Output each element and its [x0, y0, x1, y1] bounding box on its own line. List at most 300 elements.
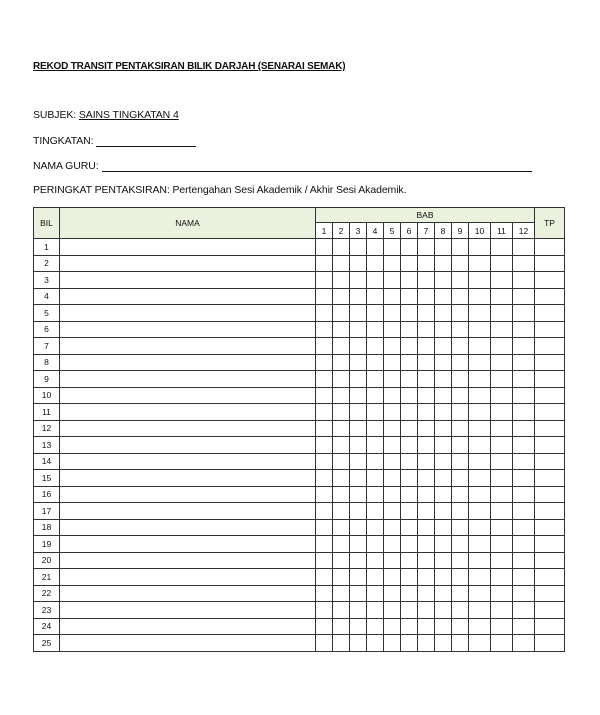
bab-7-cell[interactable]: [418, 552, 435, 569]
tp-cell[interactable]: [535, 288, 565, 305]
bab-7-cell[interactable]: [418, 635, 435, 652]
bab-12-cell[interactable]: [513, 255, 535, 272]
bab-11-cell[interactable]: [491, 239, 513, 256]
nama-cell[interactable]: [60, 338, 316, 355]
bab-3-cell[interactable]: [350, 321, 367, 338]
bab-11-cell[interactable]: [491, 635, 513, 652]
bab-7-cell[interactable]: [418, 288, 435, 305]
bab-9-cell[interactable]: [452, 453, 469, 470]
bab-8-cell[interactable]: [435, 635, 452, 652]
bab-11-cell[interactable]: [491, 503, 513, 520]
bab-5-cell[interactable]: [384, 354, 401, 371]
bab-7-cell[interactable]: [418, 420, 435, 437]
nama-cell[interactable]: [60, 371, 316, 388]
bab-1-cell[interactable]: [316, 288, 333, 305]
bab-8-cell[interactable]: [435, 503, 452, 520]
bab-9-cell[interactable]: [452, 470, 469, 487]
bab-2-cell[interactable]: [333, 354, 350, 371]
bab-5-cell[interactable]: [384, 602, 401, 619]
bab-2-cell[interactable]: [333, 420, 350, 437]
bab-3-cell[interactable]: [350, 272, 367, 289]
bab-3-cell[interactable]: [350, 569, 367, 586]
bab-5-cell[interactable]: [384, 635, 401, 652]
bab-5-cell[interactable]: [384, 305, 401, 322]
bab-9-cell[interactable]: [452, 437, 469, 454]
bab-9-cell[interactable]: [452, 585, 469, 602]
tp-cell[interactable]: [535, 420, 565, 437]
bab-9-cell[interactable]: [452, 536, 469, 553]
bab-3-cell[interactable]: [350, 420, 367, 437]
bab-6-cell[interactable]: [401, 503, 418, 520]
bab-4-cell[interactable]: [367, 338, 384, 355]
bab-7-cell[interactable]: [418, 437, 435, 454]
bab-10-cell[interactable]: [469, 371, 491, 388]
bab-1-cell[interactable]: [316, 305, 333, 322]
bab-10-cell[interactable]: [469, 255, 491, 272]
bab-10-cell[interactable]: [469, 420, 491, 437]
bab-3-cell[interactable]: [350, 255, 367, 272]
nama-cell[interactable]: [60, 305, 316, 322]
tp-cell[interactable]: [535, 354, 565, 371]
bab-7-cell[interactable]: [418, 255, 435, 272]
bab-1-cell[interactable]: [316, 338, 333, 355]
tp-cell[interactable]: [535, 486, 565, 503]
bab-1-cell[interactable]: [316, 585, 333, 602]
bab-10-cell[interactable]: [469, 437, 491, 454]
bab-2-cell[interactable]: [333, 255, 350, 272]
bab-10-cell[interactable]: [469, 239, 491, 256]
bab-6-cell[interactable]: [401, 470, 418, 487]
bab-8-cell[interactable]: [435, 371, 452, 388]
nama-cell[interactable]: [60, 503, 316, 520]
nama-cell[interactable]: [60, 453, 316, 470]
bab-8-cell[interactable]: [435, 437, 452, 454]
bab-3-cell[interactable]: [350, 635, 367, 652]
tp-cell[interactable]: [535, 255, 565, 272]
nama-cell[interactable]: [60, 618, 316, 635]
bab-2-cell[interactable]: [333, 305, 350, 322]
bab-2-cell[interactable]: [333, 519, 350, 536]
tp-cell[interactable]: [535, 453, 565, 470]
bab-1-cell[interactable]: [316, 371, 333, 388]
tp-cell[interactable]: [535, 404, 565, 421]
nama-cell[interactable]: [60, 288, 316, 305]
bab-5-cell[interactable]: [384, 585, 401, 602]
bab-12-cell[interactable]: [513, 602, 535, 619]
bab-6-cell[interactable]: [401, 321, 418, 338]
bab-3-cell[interactable]: [350, 239, 367, 256]
bab-6-cell[interactable]: [401, 354, 418, 371]
bab-5-cell[interactable]: [384, 288, 401, 305]
nama-cell[interactable]: [60, 569, 316, 586]
bab-2-cell[interactable]: [333, 602, 350, 619]
bab-5-cell[interactable]: [384, 404, 401, 421]
bab-12-cell[interactable]: [513, 519, 535, 536]
bab-4-cell[interactable]: [367, 519, 384, 536]
bab-12-cell[interactable]: [513, 387, 535, 404]
bab-9-cell[interactable]: [452, 338, 469, 355]
bab-10-cell[interactable]: [469, 305, 491, 322]
bab-6-cell[interactable]: [401, 585, 418, 602]
bab-9-cell[interactable]: [452, 239, 469, 256]
bab-1-cell[interactable]: [316, 486, 333, 503]
bab-5-cell[interactable]: [384, 486, 401, 503]
bab-8-cell[interactable]: [435, 470, 452, 487]
bab-2-cell[interactable]: [333, 272, 350, 289]
bab-4-cell[interactable]: [367, 470, 384, 487]
bab-8-cell[interactable]: [435, 387, 452, 404]
tp-cell[interactable]: [535, 387, 565, 404]
tp-cell[interactable]: [535, 618, 565, 635]
bab-9-cell[interactable]: [452, 635, 469, 652]
bab-4-cell[interactable]: [367, 255, 384, 272]
nama-cell[interactable]: [60, 239, 316, 256]
bab-10-cell[interactable]: [469, 272, 491, 289]
bab-12-cell[interactable]: [513, 321, 535, 338]
bab-11-cell[interactable]: [491, 552, 513, 569]
bab-12-cell[interactable]: [513, 371, 535, 388]
bab-9-cell[interactable]: [452, 288, 469, 305]
bab-7-cell[interactable]: [418, 387, 435, 404]
tp-cell[interactable]: [535, 503, 565, 520]
bab-8-cell[interactable]: [435, 602, 452, 619]
bab-10-cell[interactable]: [469, 354, 491, 371]
bab-6-cell[interactable]: [401, 305, 418, 322]
tp-cell[interactable]: [535, 536, 565, 553]
bab-8-cell[interactable]: [435, 305, 452, 322]
nama-cell[interactable]: [60, 255, 316, 272]
bab-6-cell[interactable]: [401, 404, 418, 421]
bab-4-cell[interactable]: [367, 536, 384, 553]
bab-2-cell[interactable]: [333, 618, 350, 635]
bab-12-cell[interactable]: [513, 503, 535, 520]
bab-8-cell[interactable]: [435, 536, 452, 553]
nama-cell[interactable]: [60, 552, 316, 569]
bab-11-cell[interactable]: [491, 371, 513, 388]
tp-cell[interactable]: [535, 470, 565, 487]
bab-4-cell[interactable]: [367, 305, 384, 322]
bab-5-cell[interactable]: [384, 536, 401, 553]
bab-1-cell[interactable]: [316, 602, 333, 619]
bab-2-cell[interactable]: [333, 552, 350, 569]
bab-1-cell[interactable]: [316, 453, 333, 470]
bab-12-cell[interactable]: [513, 272, 535, 289]
bab-10-cell[interactable]: [469, 288, 491, 305]
bab-12-cell[interactable]: [513, 354, 535, 371]
bab-6-cell[interactable]: [401, 618, 418, 635]
bab-7-cell[interactable]: [418, 602, 435, 619]
bab-1-cell[interactable]: [316, 387, 333, 404]
bab-12-cell[interactable]: [513, 239, 535, 256]
bab-8-cell[interactable]: [435, 404, 452, 421]
bab-3-cell[interactable]: [350, 288, 367, 305]
bab-1-cell[interactable]: [316, 239, 333, 256]
bab-1-cell[interactable]: [316, 321, 333, 338]
tp-cell[interactable]: [535, 519, 565, 536]
bab-2-cell[interactable]: [333, 404, 350, 421]
bab-9-cell[interactable]: [452, 387, 469, 404]
bab-4-cell[interactable]: [367, 288, 384, 305]
tp-cell[interactable]: [535, 569, 565, 586]
bab-2-cell[interactable]: [333, 503, 350, 520]
bab-3-cell[interactable]: [350, 354, 367, 371]
bab-1-cell[interactable]: [316, 519, 333, 536]
bab-8-cell[interactable]: [435, 552, 452, 569]
bab-10-cell[interactable]: [469, 338, 491, 355]
bab-3-cell[interactable]: [350, 486, 367, 503]
bab-2-cell[interactable]: [333, 453, 350, 470]
bab-4-cell[interactable]: [367, 404, 384, 421]
bab-8-cell[interactable]: [435, 569, 452, 586]
bab-12-cell[interactable]: [513, 338, 535, 355]
bab-10-cell[interactable]: [469, 552, 491, 569]
bab-2-cell[interactable]: [333, 437, 350, 454]
bab-2-cell[interactable]: [333, 338, 350, 355]
bab-6-cell[interactable]: [401, 486, 418, 503]
bab-3-cell[interactable]: [350, 552, 367, 569]
bab-10-cell[interactable]: [469, 635, 491, 652]
bab-9-cell[interactable]: [452, 404, 469, 421]
bab-12-cell[interactable]: [513, 470, 535, 487]
tp-cell[interactable]: [535, 239, 565, 256]
bab-9-cell[interactable]: [452, 602, 469, 619]
tp-cell[interactable]: [535, 552, 565, 569]
bab-8-cell[interactable]: [435, 618, 452, 635]
tp-cell[interactable]: [535, 602, 565, 619]
bab-11-cell[interactable]: [491, 354, 513, 371]
bab-4-cell[interactable]: [367, 552, 384, 569]
bab-3-cell[interactable]: [350, 503, 367, 520]
nama-cell[interactable]: [60, 486, 316, 503]
bab-1-cell[interactable]: [316, 536, 333, 553]
bab-1-cell[interactable]: [316, 404, 333, 421]
bab-6-cell[interactable]: [401, 635, 418, 652]
bab-11-cell[interactable]: [491, 602, 513, 619]
bab-9-cell[interactable]: [452, 552, 469, 569]
bab-4-cell[interactable]: [367, 387, 384, 404]
tp-cell[interactable]: [535, 635, 565, 652]
bab-3-cell[interactable]: [350, 437, 367, 454]
nama-cell[interactable]: [60, 437, 316, 454]
bab-9-cell[interactable]: [452, 305, 469, 322]
bab-9-cell[interactable]: [452, 519, 469, 536]
bab-9-cell[interactable]: [452, 354, 469, 371]
bab-7-cell[interactable]: [418, 585, 435, 602]
bab-6-cell[interactable]: [401, 569, 418, 586]
bab-2-cell[interactable]: [333, 585, 350, 602]
bab-9-cell[interactable]: [452, 255, 469, 272]
bab-11-cell[interactable]: [491, 338, 513, 355]
bab-4-cell[interactable]: [367, 371, 384, 388]
bab-11-cell[interactable]: [491, 470, 513, 487]
bab-6-cell[interactable]: [401, 420, 418, 437]
bab-11-cell[interactable]: [491, 486, 513, 503]
bab-8-cell[interactable]: [435, 288, 452, 305]
bab-6-cell[interactable]: [401, 338, 418, 355]
bab-1-cell[interactable]: [316, 272, 333, 289]
bab-3-cell[interactable]: [350, 453, 367, 470]
bab-11-cell[interactable]: [491, 569, 513, 586]
bab-4-cell[interactable]: [367, 437, 384, 454]
bab-10-cell[interactable]: [469, 321, 491, 338]
bab-5-cell[interactable]: [384, 272, 401, 289]
bab-6-cell[interactable]: [401, 255, 418, 272]
bab-12-cell[interactable]: [513, 569, 535, 586]
bab-2-cell[interactable]: [333, 536, 350, 553]
bab-7-cell[interactable]: [418, 519, 435, 536]
bab-5-cell[interactable]: [384, 453, 401, 470]
nama-cell[interactable]: [60, 321, 316, 338]
bab-4-cell[interactable]: [367, 420, 384, 437]
bab-6-cell[interactable]: [401, 602, 418, 619]
bab-11-cell[interactable]: [491, 618, 513, 635]
nama-cell[interactable]: [60, 536, 316, 553]
bab-3-cell[interactable]: [350, 585, 367, 602]
bab-5-cell[interactable]: [384, 618, 401, 635]
bab-11-cell[interactable]: [491, 404, 513, 421]
bab-12-cell[interactable]: [513, 404, 535, 421]
nama-guru-blank-line[interactable]: [102, 160, 532, 172]
bab-1-cell[interactable]: [316, 569, 333, 586]
bab-7-cell[interactable]: [418, 453, 435, 470]
bab-6-cell[interactable]: [401, 239, 418, 256]
bab-9-cell[interactable]: [452, 272, 469, 289]
bab-3-cell[interactable]: [350, 602, 367, 619]
bab-10-cell[interactable]: [469, 387, 491, 404]
bab-10-cell[interactable]: [469, 536, 491, 553]
bab-7-cell[interactable]: [418, 305, 435, 322]
bab-2-cell[interactable]: [333, 569, 350, 586]
nama-cell[interactable]: [60, 354, 316, 371]
bab-3-cell[interactable]: [350, 338, 367, 355]
bab-6-cell[interactable]: [401, 536, 418, 553]
tp-cell[interactable]: [535, 371, 565, 388]
bab-9-cell[interactable]: [452, 420, 469, 437]
bab-8-cell[interactable]: [435, 420, 452, 437]
bab-9-cell[interactable]: [452, 569, 469, 586]
tp-cell[interactable]: [535, 338, 565, 355]
bab-8-cell[interactable]: [435, 585, 452, 602]
bab-10-cell[interactable]: [469, 453, 491, 470]
bab-3-cell[interactable]: [350, 305, 367, 322]
bab-8-cell[interactable]: [435, 354, 452, 371]
bab-9-cell[interactable]: [452, 321, 469, 338]
bab-7-cell[interactable]: [418, 239, 435, 256]
tp-cell[interactable]: [535, 321, 565, 338]
bab-7-cell[interactable]: [418, 536, 435, 553]
bab-6-cell[interactable]: [401, 272, 418, 289]
bab-2-cell[interactable]: [333, 470, 350, 487]
tp-cell[interactable]: [535, 585, 565, 602]
bab-10-cell[interactable]: [469, 404, 491, 421]
bab-7-cell[interactable]: [418, 486, 435, 503]
bab-4-cell[interactable]: [367, 585, 384, 602]
bab-12-cell[interactable]: [513, 635, 535, 652]
bab-7-cell[interactable]: [418, 618, 435, 635]
bab-8-cell[interactable]: [435, 255, 452, 272]
nama-cell[interactable]: [60, 519, 316, 536]
bab-6-cell[interactable]: [401, 371, 418, 388]
bab-11-cell[interactable]: [491, 305, 513, 322]
bab-2-cell[interactable]: [333, 288, 350, 305]
bab-3-cell[interactable]: [350, 470, 367, 487]
bab-2-cell[interactable]: [333, 635, 350, 652]
bab-5-cell[interactable]: [384, 503, 401, 520]
bab-4-cell[interactable]: [367, 272, 384, 289]
bab-6-cell[interactable]: [401, 552, 418, 569]
bab-3-cell[interactable]: [350, 404, 367, 421]
bab-12-cell[interactable]: [513, 486, 535, 503]
bab-7-cell[interactable]: [418, 371, 435, 388]
nama-cell[interactable]: [60, 470, 316, 487]
bab-7-cell[interactable]: [418, 503, 435, 520]
bab-3-cell[interactable]: [350, 618, 367, 635]
bab-3-cell[interactable]: [350, 536, 367, 553]
bab-3-cell[interactable]: [350, 371, 367, 388]
tingkatan-blank-line[interactable]: [96, 135, 196, 147]
bab-10-cell[interactable]: [469, 519, 491, 536]
bab-2-cell[interactable]: [333, 239, 350, 256]
bab-11-cell[interactable]: [491, 272, 513, 289]
bab-10-cell[interactable]: [469, 569, 491, 586]
bab-7-cell[interactable]: [418, 272, 435, 289]
bab-9-cell[interactable]: [452, 503, 469, 520]
bab-4-cell[interactable]: [367, 453, 384, 470]
bab-1-cell[interactable]: [316, 437, 333, 454]
bab-8-cell[interactable]: [435, 272, 452, 289]
bab-5-cell[interactable]: [384, 552, 401, 569]
bab-6-cell[interactable]: [401, 453, 418, 470]
bab-5-cell[interactable]: [384, 420, 401, 437]
bab-3-cell[interactable]: [350, 387, 367, 404]
bab-4-cell[interactable]: [367, 486, 384, 503]
nama-cell[interactable]: [60, 272, 316, 289]
bab-10-cell[interactable]: [469, 503, 491, 520]
bab-4-cell[interactable]: [367, 602, 384, 619]
bab-12-cell[interactable]: [513, 585, 535, 602]
bab-10-cell[interactable]: [469, 618, 491, 635]
bab-5-cell[interactable]: [384, 371, 401, 388]
nama-cell[interactable]: [60, 635, 316, 652]
bab-11-cell[interactable]: [491, 420, 513, 437]
bab-4-cell[interactable]: [367, 503, 384, 520]
bab-10-cell[interactable]: [469, 486, 491, 503]
bab-7-cell[interactable]: [418, 404, 435, 421]
bab-10-cell[interactable]: [469, 470, 491, 487]
bab-12-cell[interactable]: [513, 536, 535, 553]
nama-cell[interactable]: [60, 404, 316, 421]
bab-1-cell[interactable]: [316, 420, 333, 437]
bab-11-cell[interactable]: [491, 255, 513, 272]
bab-5-cell[interactable]: [384, 470, 401, 487]
bab-7-cell[interactable]: [418, 338, 435, 355]
bab-7-cell[interactable]: [418, 321, 435, 338]
bab-7-cell[interactable]: [418, 569, 435, 586]
bab-4-cell[interactable]: [367, 321, 384, 338]
bab-1-cell[interactable]: [316, 503, 333, 520]
bab-5-cell[interactable]: [384, 321, 401, 338]
bab-4-cell[interactable]: [367, 635, 384, 652]
bab-10-cell[interactable]: [469, 585, 491, 602]
bab-5-cell[interactable]: [384, 519, 401, 536]
bab-11-cell[interactable]: [491, 321, 513, 338]
bab-11-cell[interactable]: [491, 519, 513, 536]
bab-8-cell[interactable]: [435, 239, 452, 256]
nama-cell[interactable]: [60, 585, 316, 602]
bab-1-cell[interactable]: [316, 635, 333, 652]
bab-12-cell[interactable]: [513, 618, 535, 635]
bab-11-cell[interactable]: [491, 453, 513, 470]
